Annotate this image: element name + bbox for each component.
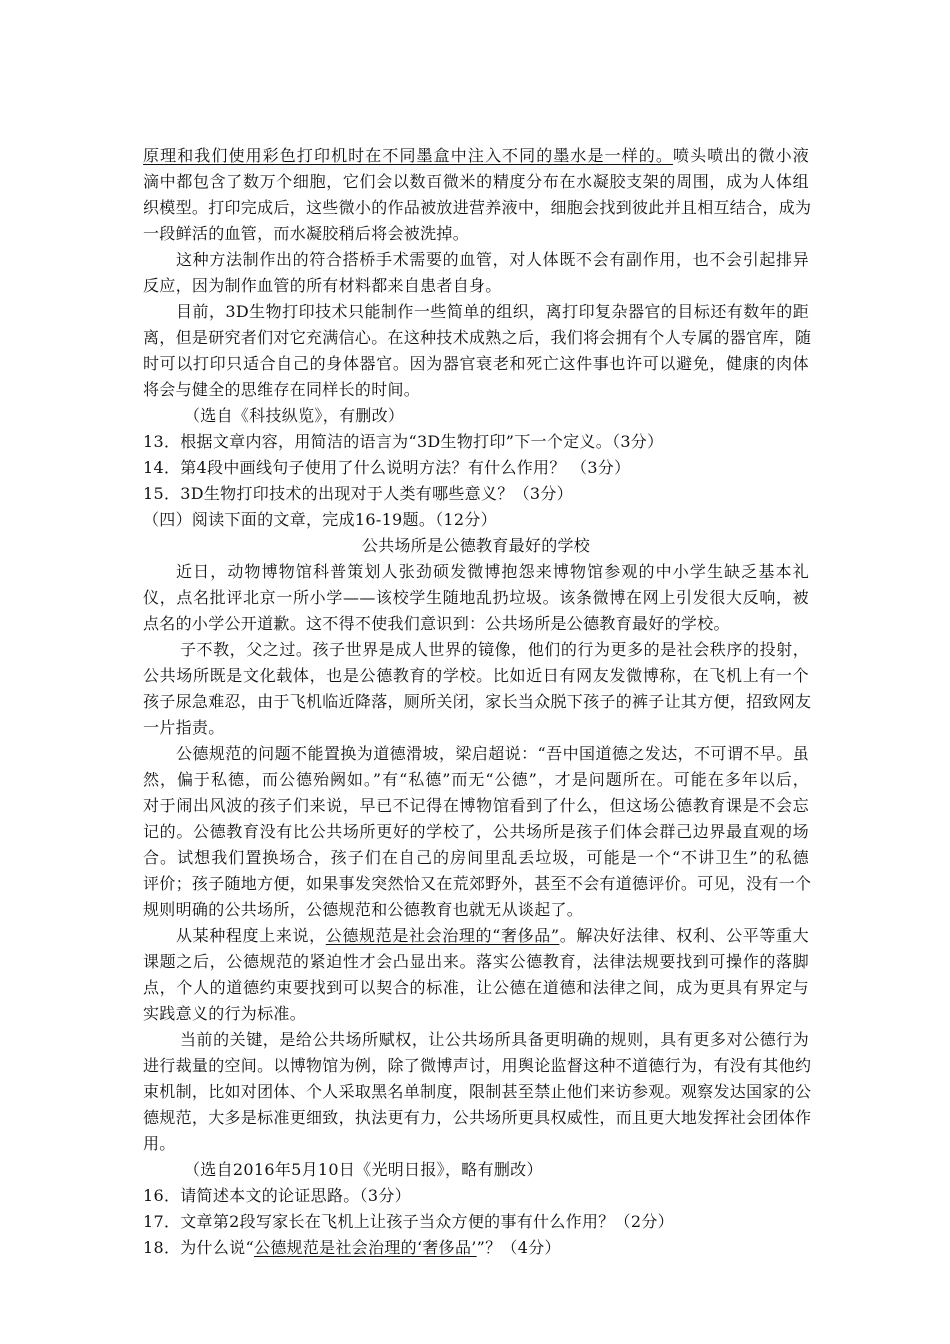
underlined-sentence: 原理和我们使用彩色打印机时在不同墨盒中注入不同的墨水是一样的。 (143, 146, 674, 165)
question-15: 15．3D生物打印技术的出现对于人类有哪些意义？（3分） (143, 484, 573, 503)
source-note: （选自《科技纵览》，有删改） (184, 406, 405, 425)
text-line: 织模型。打印完成后，这些微小的作品被放进营养液中，细胞会找到彼此并且相互结合，成为 (143, 198, 812, 217)
text-line: 离，但是研究者们对它充满信心。在这种技术成熟之后，我们将会拥有个人专属的器官库，随 (143, 328, 812, 347)
text-line: 评价；孩子随地方便，如果事发突然恰又在荒郊野外，甚至不会有道德评价。可见，没有一个 (143, 874, 812, 893)
text-line: 这种方法制作出的符合搭桥手术需要的血管，对人体既不会有副作用，也不会引起排异 (176, 250, 809, 269)
text-line: 进行裁量的空间。以博物馆为例，除了微博声讨，用舆论监督这种不道德行为，有没有其他约 (143, 1056, 812, 1075)
text-line: 点名的小学公开道歉。这不得不使我们意识到：公共场所是公德教育最好的学校。 (143, 614, 730, 633)
text-line: 仪，点名批评北京一所小学——该校学生随地乱扔垃圾。该条微博在网上引发很大反响，被 (143, 588, 809, 607)
text-line: 反应，因为制作血管的所有材料都来自患者自身。 (143, 276, 502, 295)
text-line: 孩子尿急难忍，由于飞机临近降落，厕所关闭，家长当众脱下孩子的裤子让其方便，招致网友 (143, 692, 812, 711)
text-line: 点，个人的道德约束要找到可以契合的标准，让公德在道德和法律之间，成为更具有界定与 (143, 978, 809, 997)
text-line: 德规范，大多是标准更细致，执法更有力，公共场所更具权威性，而且更大地发挥社会团体作 (143, 1108, 812, 1127)
text-line: 将会与健全的思维存在同样长的时间。 (143, 380, 421, 399)
text-line: 公共场所既是文化载体，也是公德教育的学校。比如近日有网友发微博称，在飞机上有一个 (143, 666, 809, 685)
text-line: 目前，3D生物打印技术只能制作一些简单的组织，离打印复杂器官的目标还有数年的距 (176, 302, 809, 321)
text-line: 滴中都包含了数万个细胞，它们会以数百微米的精度分布在水凝胶支架的周围，成为人体组 (143, 172, 809, 191)
question-16: 16．请简述本文的论证思路。（3分） (143, 1186, 411, 1205)
text-line: 记的。公德教育没有比公共场所更好的学校了，公共场所是孩子们体会群己边界最直观的场 (143, 822, 809, 841)
text-line: 原理和我们使用彩色打印机时在不同墨盒中注入不同的墨水是一样的。喷头喷出的微小液 (143, 146, 809, 165)
text-line: 公德规范的问题不能置换为道德滑坡，梁启超说：“吾中国道德之发达，不可谓不早。虽 (176, 744, 809, 763)
text-line: 课题之后，公德规范的紧迫性才会凸显出来。落实公德教育，法律法规要找到可操作的落脚 (143, 952, 809, 971)
text-line: 子不教，父之过。孩子世界是成人世界的镜像，他们的行为更多的是社会秩序的投射， (180, 640, 809, 659)
question-13: 13．根据文章内容，用简洁的语言为“3D生物打印”下一个定义。（3分） (143, 432, 664, 451)
underlined-phrase: 公德规范是社会治理的‘奢侈品’ (253, 1238, 477, 1257)
text-line: 从某种程度上来说，公德规范是社会治理的“奢侈品”。解决好法律、权利、公平等重大 (176, 926, 809, 945)
text-line: 用。 (143, 1134, 176, 1153)
text-line: 实践意义的行为标准。 (143, 1004, 307, 1023)
text-line: 一片指责。 (143, 718, 225, 737)
text-line: 合。试想我们置换场合，孩子们在自己的房间里乱丢垃圾，可能是一个“不讲卫生”的私德 (143, 848, 809, 867)
text-line: 束机制，比如对团体、个人采取黑名单制度，限制甚至禁止他们来访参观。观察发达国家的公 (143, 1082, 812, 1101)
text-line: 近日，动物博物馆科普策划人张劲硕发微博抱怨来博物馆参观的中小学生缺乏基本礼 (176, 562, 809, 581)
question-14: 14．第4段中画线句子使用了什么说明方法？有什么作用？ （3分） (143, 458, 631, 477)
question-17: 17．文章第2段写家长在飞机上让孩子当众方便的事有什么作用？（2分） (143, 1212, 674, 1231)
section-heading: （四）阅读下面的文章，完成16-19题。（12分） (143, 510, 497, 529)
underlined-phrase: 公德规范是社会治理的“奢侈品” (325, 926, 560, 945)
text-line: 对于闹出风波的孩子们来说，早已不记得在博物馆看到了什么，但这场公德教育课是不会忘 (143, 796, 809, 815)
text-line: 一段鲜活的血管，而水凝胶稍后将会被洗掉。 (143, 224, 470, 243)
source-note: （选自2016年5月10日《光明日报》，略有删改） (184, 1160, 543, 1179)
text-line: 当前的关键，是给公共场所赋权，让公共场所具备更明确的规则，具有更多对公德行为 (180, 1030, 809, 1049)
text-line: 然，偏于私德，而公德殆阙如。”有“私德”而无“公德”，才是问题所在。可能在多年以后， (143, 770, 809, 789)
article-title: 公共场所是公德教育最好的学校 (361, 536, 591, 555)
text-line: 时可以打印只适合自己的身体器官。因为器官衰老和死亡这件事也许可以避免，健康的肉体 (143, 354, 809, 373)
text-line: 规则明确的公共场所，公德规范和公德教育也就无从谈起了。 (143, 900, 584, 919)
question-18: 18．为什么说“公德规范是社会治理的‘奢侈品’”？（4分） (143, 1238, 561, 1257)
